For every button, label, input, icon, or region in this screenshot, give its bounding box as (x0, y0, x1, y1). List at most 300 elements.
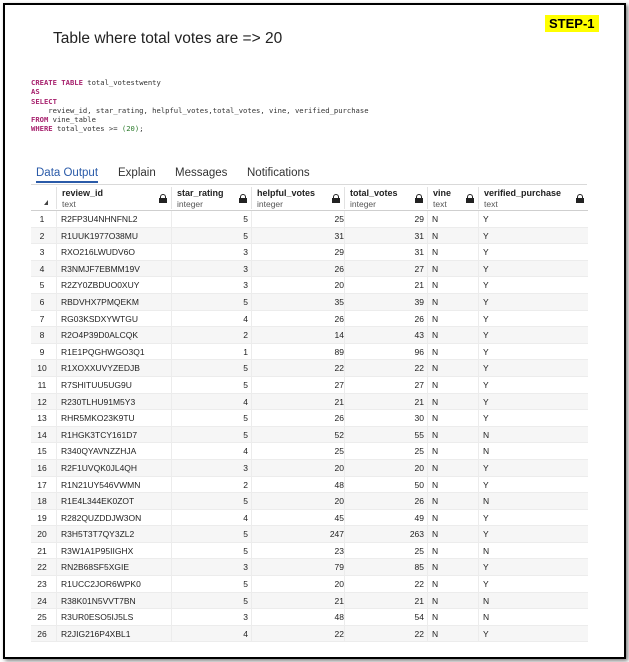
helpful-votes-cell[interactable]: 21 (334, 595, 344, 606)
column-divider (427, 427, 428, 443)
column-header-vine[interactable] (427, 187, 479, 209)
vine-cell[interactable]: N (432, 280, 439, 291)
table-row[interactable] (31, 244, 588, 261)
review-id-cell[interactable]: R3W1A1P95IIGHX (61, 545, 134, 556)
column-divider (427, 460, 428, 476)
column-type: text (484, 199, 498, 209)
step-badge: STEP-1 (545, 15, 599, 32)
total-votes-cell[interactable]: 39 (414, 296, 424, 307)
column-divider (56, 261, 57, 277)
vine-cell[interactable]: N (432, 363, 439, 374)
column-divider (56, 477, 57, 493)
total-votes-cell[interactable]: 27 (414, 379, 424, 390)
verified-purchase-cell[interactable]: Y (483, 628, 489, 639)
sql-text: ; (139, 124, 144, 134)
star-rating-cell[interactable]: 3 (243, 263, 248, 274)
total-votes-cell[interactable]: 43 (414, 330, 424, 341)
total-votes-cell[interactable]: 55 (414, 429, 424, 440)
total-votes-cell[interactable]: 263 (409, 529, 424, 540)
column-divider (56, 244, 57, 260)
sql-keyword: FROM (31, 115, 49, 125)
total-votes-cell[interactable]: 22 (414, 363, 424, 374)
lock-icon (466, 194, 474, 203)
vine-cell[interactable]: N (432, 628, 439, 639)
table-row[interactable] (31, 344, 588, 361)
verified-purchase-cell[interactable]: Y (483, 363, 489, 374)
lock-icon (159, 194, 167, 203)
helpful-votes-cell[interactable]: 25 (334, 446, 344, 457)
total-votes-cell[interactable]: 30 (414, 413, 424, 424)
tab-messages[interactable]: Messages (175, 167, 228, 179)
star-rating-cell[interactable]: 4 (243, 396, 248, 407)
column-divider (56, 609, 57, 625)
column-divider (427, 477, 428, 493)
review-id-cell[interactable]: R2F1UVQK0JL4QH (61, 462, 138, 473)
star-rating-cell[interactable]: 3 (243, 280, 248, 291)
vine-cell[interactable]: N (432, 579, 439, 590)
verified-purchase-cell[interactable]: Y (483, 296, 489, 307)
page-title: Table where total votes are => 20 (53, 30, 283, 47)
column-divider (251, 294, 252, 310)
table-row[interactable] (31, 559, 588, 576)
row-number: 21 (37, 545, 47, 556)
table-row[interactable] (31, 477, 588, 494)
column-divider (56, 394, 57, 410)
table-row[interactable] (31, 609, 588, 626)
star-rating-cell[interactable]: 5 (243, 529, 248, 540)
total-votes-cell[interactable]: 20 (414, 462, 424, 473)
review-id-cell[interactable]: R230TLHU91M5Y3 (61, 396, 136, 407)
column-divider (478, 543, 479, 559)
verified-purchase-cell[interactable]: N (483, 612, 490, 623)
helpful-votes-cell[interactable]: 22 (334, 363, 344, 374)
total-votes-cell[interactable]: 21 (414, 280, 424, 291)
column-divider (427, 609, 428, 625)
row-number: 11 (37, 379, 47, 390)
sql-keyword: AS (31, 87, 40, 97)
total-votes-cell[interactable]: 22 (414, 579, 424, 590)
star-rating-cell[interactable]: 5 (243, 429, 248, 440)
column-divider (427, 244, 428, 260)
column-divider (427, 510, 428, 526)
helpful-votes-cell[interactable]: 35 (334, 296, 344, 307)
verified-purchase-cell[interactable]: Y (483, 247, 489, 258)
table-row[interactable] (31, 576, 588, 593)
column-divider (478, 559, 479, 575)
helpful-votes-cell[interactable]: 21 (334, 396, 344, 407)
column-divider (478, 593, 479, 609)
helpful-votes-cell[interactable]: 31 (334, 230, 344, 241)
vine-cell[interactable]: N (432, 313, 439, 324)
row-number: 7 (39, 313, 45, 324)
table-row[interactable] (31, 443, 588, 460)
verified-purchase-cell[interactable]: Y (483, 230, 489, 241)
table-row[interactable] (31, 360, 588, 377)
verified-purchase-cell[interactable]: Y (483, 413, 489, 424)
lock-icon (239, 194, 247, 203)
data-output-grid (31, 186, 588, 642)
column-divider (251, 311, 252, 327)
vine-cell[interactable]: N (432, 379, 439, 390)
helpful-votes-cell[interactable]: 20 (334, 280, 344, 291)
table-row[interactable] (31, 593, 588, 610)
column-divider (344, 427, 345, 443)
star-rating-cell[interactable]: 5 (243, 379, 248, 390)
total-votes-cell[interactable]: 50 (414, 479, 424, 490)
column-divider (478, 493, 479, 509)
total-votes-cell[interactable]: 29 (414, 214, 424, 224)
review-id-cell[interactable]: R7SHITUU5UG9U (61, 379, 132, 390)
verified-purchase-cell[interactable]: Y (483, 379, 489, 390)
column-divider (56, 344, 57, 360)
review-id-cell[interactable]: R1UUK1977O38MU (61, 230, 139, 241)
column-divider (251, 609, 252, 625)
helpful-votes-cell[interactable]: 29 (334, 247, 344, 258)
helpful-votes-cell[interactable]: 20 (334, 496, 344, 507)
column-divider (344, 311, 345, 327)
vine-cell[interactable]: N (432, 247, 439, 258)
verified-purchase-cell[interactable]: Y (483, 330, 489, 341)
helpful-votes-cell[interactable]: 26 (334, 263, 344, 274)
total-votes-cell[interactable]: 85 (414, 562, 424, 573)
review-id-cell[interactable]: RG03KSDXYWTGU (61, 313, 138, 324)
helpful-votes-cell[interactable]: 20 (334, 462, 344, 473)
vine-cell[interactable]: N (432, 479, 439, 490)
column-divider (56, 510, 57, 526)
helpful-votes-cell[interactable]: 26 (334, 413, 344, 424)
total-votes-cell[interactable]: 25 (414, 446, 424, 457)
review-id-cell[interactable]: R340QYAVNZZHJA (61, 446, 137, 457)
verified-purchase-cell[interactable]: N (483, 595, 490, 606)
verified-purchase-cell[interactable]: Y (483, 214, 489, 224)
star-rating-cell[interactable]: 5 (243, 214, 248, 224)
row-number: 1 (39, 214, 45, 224)
star-rating-cell[interactable]: 5 (243, 595, 248, 606)
sql-text: total_votes >= (52, 124, 122, 134)
helpful-votes-cell[interactable]: 27 (334, 379, 344, 390)
star-rating-cell[interactable]: 4 (243, 446, 248, 457)
column-divider (56, 460, 57, 476)
review-id-cell[interactable]: R1UCC2JOR6WPK0 (61, 579, 141, 590)
total-votes-cell[interactable]: 22 (414, 628, 424, 639)
star-rating-cell[interactable]: 5 (243, 296, 248, 307)
vine-cell[interactable]: N (432, 595, 439, 606)
verified-purchase-cell[interactable]: Y (483, 529, 489, 540)
vine-cell[interactable]: N (432, 230, 439, 241)
star-rating-cell[interactable]: 5 (243, 545, 248, 556)
column-divider (427, 327, 428, 343)
table-row[interactable] (31, 543, 588, 560)
review-id-cell[interactable]: R3NMJF7EBMM19V (61, 263, 140, 274)
vine-cell[interactable]: N (432, 330, 439, 341)
vine-cell[interactable]: N (432, 612, 439, 623)
column-header-total-votes[interactable] (344, 187, 428, 209)
review-id-cell[interactable]: RHR5MKO23K9TU (61, 413, 135, 424)
total-votes-cell[interactable]: 26 (414, 313, 424, 324)
table-row[interactable] (31, 311, 588, 328)
column-divider (427, 443, 428, 459)
column-divider (344, 443, 345, 459)
verified-purchase-cell[interactable]: N (483, 429, 490, 440)
review-id-cell[interactable]: R2O4P39D0ALCQK (61, 330, 139, 341)
review-id-cell[interactable]: R1XOXXUVYZEDJB (61, 363, 140, 374)
total-votes-cell[interactable]: 27 (414, 263, 424, 274)
review-id-cell[interactable]: R3UR0ESO5IJ5LS (61, 612, 134, 623)
review-id-cell[interactable]: RBDVHX7PMQEKM (61, 296, 139, 307)
helpful-votes-cell[interactable]: 23 (334, 545, 344, 556)
star-rating-cell[interactable]: 2 (243, 479, 248, 490)
column-divider (344, 609, 345, 625)
column-divider (427, 410, 428, 426)
sort-indicator-icon[interactable] (44, 200, 48, 205)
star-rating-cell[interactable]: 5 (243, 579, 248, 590)
table-row[interactable] (31, 493, 588, 510)
sql-query-editor[interactable] (31, 78, 369, 134)
helpful-votes-cell[interactable]: 20 (334, 579, 344, 590)
helpful-votes-cell[interactable]: 25 (334, 214, 344, 224)
review-id-cell[interactable]: R3H5T3T7QY3ZL2 (61, 529, 135, 540)
column-divider (478, 576, 479, 592)
total-votes-cell[interactable]: 31 (414, 247, 424, 258)
total-votes-cell[interactable]: 21 (414, 595, 424, 606)
table-row[interactable] (31, 526, 588, 543)
helpful-votes-cell[interactable]: 45 (334, 512, 344, 523)
review-id-cell[interactable]: R282QUZDDJW3ON (61, 512, 142, 523)
column-divider (251, 493, 252, 509)
helpful-votes-cell[interactable]: 14 (334, 330, 344, 341)
vine-cell[interactable]: N (432, 263, 439, 274)
column-divider (56, 360, 57, 376)
vine-cell[interactable]: N (432, 429, 439, 440)
table-row[interactable] (31, 377, 588, 394)
column-divider (344, 626, 345, 642)
column-divider (251, 526, 252, 542)
vine-cell[interactable]: N (432, 529, 439, 540)
row-number: 13 (37, 413, 47, 424)
tab-notifications[interactable]: Notifications (247, 167, 310, 179)
column-divider (56, 427, 57, 443)
table-row[interactable] (31, 277, 588, 294)
column-divider (478, 460, 479, 476)
total-votes-cell[interactable]: 96 (414, 346, 424, 357)
row-number: 18 (37, 496, 47, 507)
star-rating-cell[interactable]: 1 (243, 346, 248, 357)
column-divider (427, 360, 428, 376)
star-rating-cell[interactable]: 3 (243, 562, 248, 573)
total-votes-cell[interactable]: 26 (414, 496, 424, 507)
column-divider (251, 543, 252, 559)
table-row[interactable] (31, 394, 588, 411)
table-row[interactable] (31, 460, 588, 477)
star-rating-cell[interactable]: 3 (243, 612, 248, 623)
column-divider (56, 277, 57, 293)
column-divider (56, 443, 57, 459)
vine-cell[interactable]: N (432, 396, 439, 407)
column-divider (478, 261, 479, 277)
vine-cell[interactable]: N (432, 214, 439, 224)
column-divider (478, 510, 479, 526)
column-divider (56, 410, 57, 426)
verified-purchase-cell[interactable]: Y (483, 346, 489, 357)
tab-data-output[interactable]: Data Output (36, 167, 98, 183)
helpful-votes-cell[interactable]: 26 (334, 313, 344, 324)
column-type: text (62, 199, 76, 209)
row-number: 24 (37, 595, 47, 606)
column-name: vine (433, 188, 452, 198)
row-number: 12 (37, 396, 47, 407)
column-divider (427, 543, 428, 559)
column-divider (427, 228, 428, 244)
vine-cell[interactable]: N (432, 512, 439, 523)
verified-purchase-cell[interactable]: Y (483, 396, 489, 407)
column-divider (251, 443, 252, 459)
star-rating-cell[interactable]: 5 (243, 496, 248, 507)
helpful-votes-cell[interactable]: 48 (334, 479, 344, 490)
column-divider (478, 410, 479, 426)
table-row[interactable] (31, 626, 588, 643)
column-divider (344, 559, 345, 575)
column-divider (427, 294, 428, 310)
review-id-cell[interactable]: R1E1PQGHWGO3Q1 (61, 346, 145, 357)
vine-cell[interactable]: N (432, 545, 439, 556)
review-id-cell[interactable]: RXO216LWUDV6O (61, 247, 136, 258)
table-row[interactable] (31, 261, 588, 278)
sql-keyword: WHERE (31, 124, 53, 134)
column-divider (427, 277, 428, 293)
star-rating-cell[interactable]: 3 (243, 247, 248, 258)
verified-purchase-cell[interactable]: N (483, 446, 490, 457)
column-header-verified-purchase[interactable] (478, 187, 589, 209)
column-divider (251, 559, 252, 575)
table-row[interactable] (31, 294, 588, 311)
verified-purchase-cell[interactable]: Y (483, 579, 489, 590)
column-divider (478, 344, 479, 360)
verified-purchase-cell[interactable]: Y (483, 263, 489, 274)
vine-cell[interactable]: N (432, 413, 439, 424)
vine-cell[interactable]: N (432, 462, 439, 473)
column-divider (478, 277, 479, 293)
helpful-votes-cell[interactable]: 79 (334, 562, 344, 573)
star-rating-cell[interactable]: 4 (243, 512, 248, 523)
vine-cell[interactable]: N (432, 496, 439, 507)
review-id-cell[interactable]: R2FP3U4NHNFNL2 (61, 214, 138, 224)
column-divider (344, 394, 345, 410)
tab-explain[interactable]: Explain (118, 167, 156, 179)
column-divider (427, 261, 428, 277)
table-row[interactable] (31, 410, 588, 427)
review-id-cell[interactable]: R1HGK3TCY161D7 (61, 429, 138, 440)
column-name: verified_purchase (484, 188, 562, 198)
star-rating-cell[interactable]: 5 (243, 363, 248, 374)
column-divider (344, 510, 345, 526)
helpful-votes-cell[interactable]: 247 (329, 529, 344, 540)
vine-cell[interactable]: N (432, 446, 439, 457)
column-divider (344, 576, 345, 592)
star-rating-cell[interactable]: 2 (243, 330, 248, 341)
column-divider (427, 344, 428, 360)
helpful-votes-cell[interactable]: 22 (334, 628, 344, 639)
review-id-cell[interactable]: R1E4L344EK0ZOT (61, 496, 135, 507)
vine-cell[interactable]: N (432, 346, 439, 357)
verified-purchase-cell[interactable]: Y (483, 313, 489, 324)
vine-cell[interactable]: N (432, 296, 439, 307)
lock-icon (332, 194, 340, 203)
sql-text: review_id, star_rating, helpful_votes,total_votes, vine, verified_purchase (31, 105, 369, 115)
vine-cell[interactable]: N (432, 562, 439, 573)
helpful-votes-cell[interactable]: 89 (334, 346, 344, 357)
helpful-votes-cell[interactable]: 52 (334, 429, 344, 440)
table-row[interactable] (31, 510, 588, 527)
table-row[interactable] (31, 427, 588, 444)
star-rating-cell[interactable]: 5 (243, 230, 248, 241)
review-id-cell[interactable]: RN2B68SF5XGIE (61, 562, 130, 573)
star-rating-cell[interactable]: 4 (243, 628, 248, 639)
column-divider (56, 493, 57, 509)
review-id-cell[interactable]: R2JIG216P4XBL1 (61, 628, 131, 639)
sql-text: total_votestwenty (82, 78, 161, 87)
verified-purchase-cell[interactable]: Y (483, 562, 489, 573)
verified-purchase-cell[interactable]: Y (483, 280, 489, 291)
row-number: 5 (39, 280, 45, 291)
row-number: 22 (37, 562, 47, 573)
table-row[interactable] (31, 211, 588, 228)
column-divider (344, 327, 345, 343)
star-rating-cell[interactable]: 5 (243, 413, 248, 424)
row-number: 6 (39, 296, 45, 307)
row-number: 8 (39, 330, 45, 341)
total-votes-cell[interactable]: 31 (414, 230, 424, 241)
column-divider (344, 344, 345, 360)
table-row[interactable] (31, 228, 588, 245)
star-rating-cell[interactable]: 4 (243, 313, 248, 324)
column-divider (251, 427, 252, 443)
column-divider (251, 394, 252, 410)
verified-purchase-cell[interactable]: N (483, 545, 490, 556)
row-number: 3 (39, 247, 45, 258)
column-header-helpful-votes[interactable] (251, 187, 345, 209)
total-votes-cell[interactable]: 25 (414, 545, 424, 556)
column-divider (251, 344, 252, 360)
review-id-cell[interactable]: R1N21UY546VWMN (61, 479, 141, 490)
star-rating-cell[interactable]: 3 (243, 462, 248, 473)
total-votes-cell[interactable]: 49 (414, 512, 424, 523)
column-header-star-rating[interactable] (171, 187, 252, 209)
table-row[interactable] (31, 327, 588, 344)
column-divider (478, 228, 479, 244)
column-divider (56, 626, 57, 642)
row-number: 14 (37, 429, 47, 440)
column-divider (344, 228, 345, 244)
column-divider (478, 211, 479, 227)
total-votes-cell[interactable]: 54 (414, 612, 424, 623)
column-divider (427, 377, 428, 393)
verified-purchase-cell[interactable]: Y (483, 462, 489, 473)
column-divider (251, 410, 252, 426)
review-id-cell[interactable]: R38K01N5VVT7BN (61, 595, 136, 606)
verified-purchase-cell[interactable]: Y (483, 479, 489, 490)
review-id-cell[interactable]: R2ZY0ZBDUO0XUY (61, 280, 140, 291)
column-header-review-id[interactable] (56, 187, 172, 209)
column-name: review_id (62, 188, 104, 198)
row-number: 9 (39, 346, 45, 357)
verified-purchase-cell[interactable]: N (483, 496, 490, 507)
column-divider (251, 277, 252, 293)
verified-purchase-cell[interactable]: Y (483, 512, 489, 523)
row-number: 10 (37, 363, 47, 374)
helpful-votes-cell[interactable]: 48 (334, 612, 344, 623)
total-votes-cell[interactable]: 21 (414, 396, 424, 407)
column-type: integer (177, 199, 203, 209)
